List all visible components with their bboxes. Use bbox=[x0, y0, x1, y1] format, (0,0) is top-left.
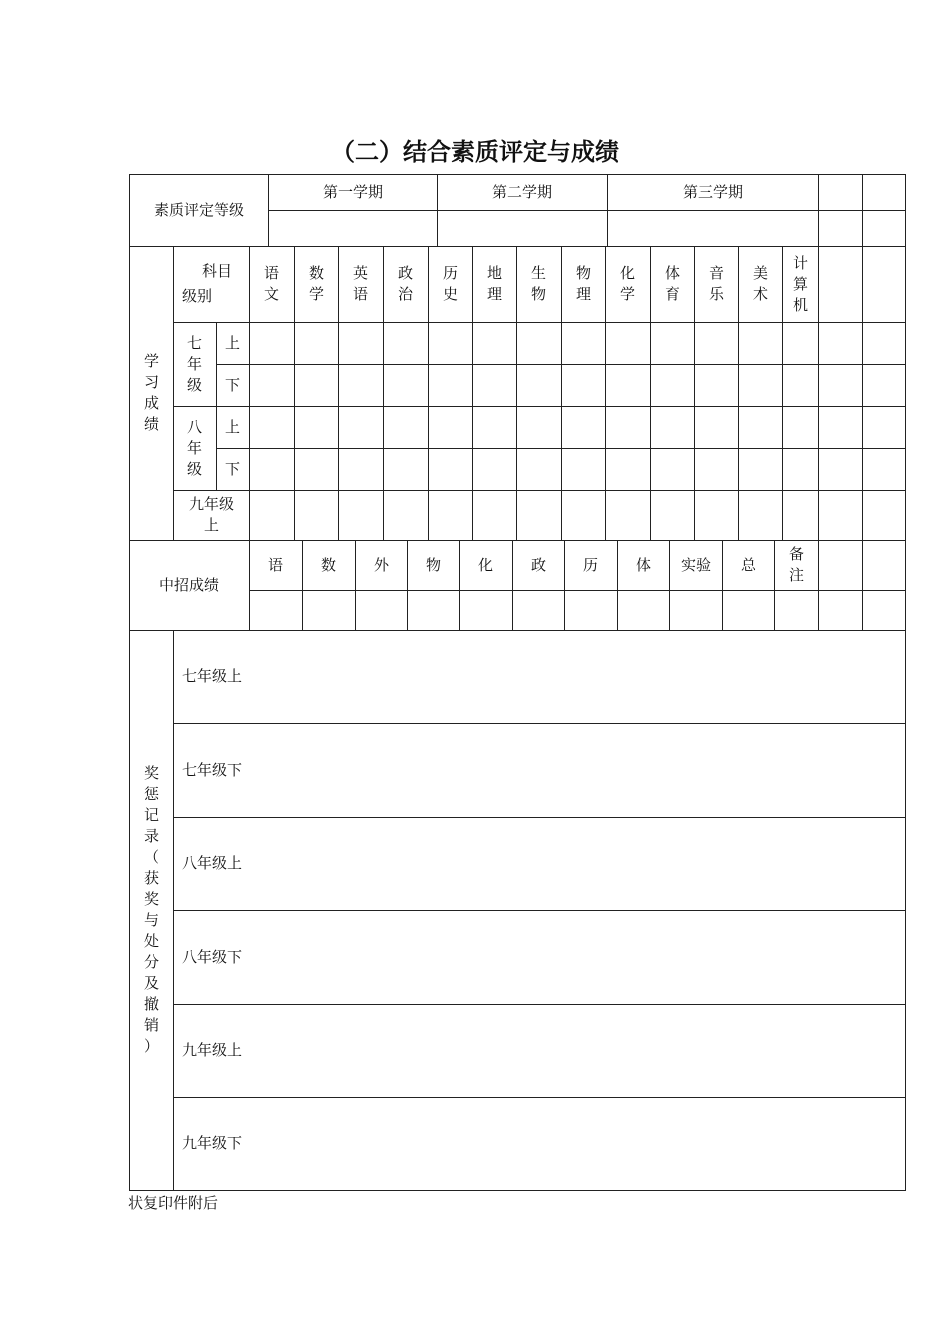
award-row-label: 七年级下 bbox=[182, 761, 243, 779]
table-rule bbox=[818, 540, 819, 631]
award-row-label: 九年级下 bbox=[182, 1134, 243, 1152]
zhongzhao-subject: 语 bbox=[268, 556, 284, 574]
subject-header: 语 文 bbox=[264, 264, 280, 303]
table-rule bbox=[564, 540, 565, 631]
award-row-label: 七年级上 bbox=[182, 667, 243, 685]
table-rule bbox=[862, 540, 863, 631]
table-rule bbox=[722, 540, 723, 631]
subject-header: 数 学 bbox=[309, 264, 325, 303]
table-rule bbox=[294, 246, 295, 541]
zhongzhao-subject: 政 bbox=[531, 556, 547, 574]
term-upper-label: 上 bbox=[225, 418, 241, 436]
table-rule bbox=[173, 406, 217, 407]
grade7-label: 七 年 级 bbox=[187, 334, 203, 394]
table-rule bbox=[129, 1190, 906, 1191]
table-rule bbox=[268, 174, 269, 247]
table-rule bbox=[268, 210, 906, 211]
level-header-label: 级别 bbox=[182, 287, 213, 305]
table-rule bbox=[173, 490, 906, 491]
table-rule bbox=[249, 246, 250, 541]
term-header: 第二学期 bbox=[492, 183, 553, 201]
zhongzhao-subject: 总 bbox=[741, 556, 757, 574]
subject-header-label: 科目 bbox=[202, 262, 233, 280]
term-upper-label: 上 bbox=[225, 334, 241, 352]
table-rule bbox=[818, 246, 819, 541]
subject-header: 化 学 bbox=[620, 264, 636, 303]
zhongzhao-subject: 物 bbox=[426, 556, 442, 574]
table-rule bbox=[355, 540, 356, 631]
term-lower-label: 下 bbox=[225, 376, 241, 394]
table-rule bbox=[428, 246, 429, 541]
zhongzhao-subject: 历 bbox=[583, 556, 599, 574]
grade9-label: 九年级 上 bbox=[189, 495, 235, 534]
table-rule bbox=[173, 910, 906, 911]
table-rule bbox=[818, 174, 819, 247]
table-rule bbox=[782, 246, 783, 541]
table-rule bbox=[512, 540, 513, 631]
subject-header: 音 乐 bbox=[709, 264, 725, 303]
table-rule bbox=[605, 246, 606, 541]
subject-header: 物 理 bbox=[576, 264, 592, 303]
subject-header: 地 理 bbox=[487, 264, 503, 303]
table-rule bbox=[459, 540, 460, 631]
subject-header: 计 算 机 bbox=[793, 254, 809, 314]
table-rule bbox=[173, 406, 906, 407]
table-rule bbox=[694, 246, 695, 541]
table-rule bbox=[516, 246, 517, 541]
table-rule bbox=[338, 246, 339, 541]
table-rule bbox=[607, 174, 608, 247]
zhongzhao-subject: 数 bbox=[321, 556, 337, 574]
zhongzhao-subject: 外 bbox=[374, 556, 390, 574]
table-rule bbox=[129, 174, 130, 1191]
table-rule bbox=[437, 174, 438, 247]
term-header: 第三学期 bbox=[683, 183, 744, 201]
study-section-label: 学 习 成 绩 bbox=[144, 352, 160, 433]
footnote: 状复印件附后 bbox=[128, 1194, 219, 1212]
table-rule bbox=[302, 540, 303, 631]
table-rule bbox=[173, 723, 906, 724]
zhongzhao-subject: 化 bbox=[478, 556, 494, 574]
award-row-label: 九年级上 bbox=[182, 1041, 243, 1059]
table-rule bbox=[249, 590, 906, 591]
term-lower-label: 下 bbox=[225, 460, 241, 478]
table-rule bbox=[669, 540, 670, 631]
page-title: （二）结合素质评定与成绩 bbox=[331, 138, 619, 166]
table-rule bbox=[862, 174, 863, 247]
table-rule bbox=[129, 540, 906, 541]
quality-label: 素质评定等级 bbox=[154, 201, 245, 219]
table-rule bbox=[249, 540, 250, 631]
zhongzhao-subject: 备 注 bbox=[789, 545, 805, 584]
table-rule bbox=[173, 322, 906, 323]
table-rule bbox=[173, 1097, 906, 1098]
table-rule bbox=[774, 540, 775, 631]
subject-header: 历 史 bbox=[443, 264, 459, 303]
table-rule bbox=[472, 246, 473, 541]
subject-header: 政 治 bbox=[398, 264, 414, 303]
table-rule bbox=[129, 246, 906, 247]
table-rule bbox=[129, 174, 906, 175]
table-rule bbox=[407, 540, 408, 631]
table-rule bbox=[173, 246, 174, 541]
table-rule bbox=[383, 246, 384, 541]
grade8-label: 八 年 级 bbox=[187, 418, 203, 478]
subject-header: 美 术 bbox=[753, 264, 769, 303]
awards-section-label: 奖 惩 记 录 （ 获 奖 与 处 分 及 撤 销 ） bbox=[144, 764, 160, 1055]
term-header: 第一学期 bbox=[323, 183, 384, 201]
zhongzhao-subject: 实验 bbox=[681, 556, 712, 574]
table-rule bbox=[561, 246, 562, 541]
table-rule bbox=[173, 817, 906, 818]
table-rule bbox=[905, 174, 906, 1191]
subject-header: 英 语 bbox=[353, 264, 369, 303]
award-row-label: 八年级下 bbox=[182, 948, 243, 966]
table-rule bbox=[129, 630, 906, 631]
zhongzhao-subject: 体 bbox=[636, 556, 652, 574]
subject-header: 体 育 bbox=[665, 264, 681, 303]
table-rule bbox=[738, 246, 739, 541]
table-rule bbox=[650, 246, 651, 541]
table-rule bbox=[173, 490, 217, 491]
zhongzhao-label: 中招成绩 bbox=[159, 576, 220, 594]
award-row-label: 八年级上 bbox=[182, 854, 243, 872]
table-rule bbox=[617, 540, 618, 631]
table-rule bbox=[862, 246, 863, 541]
table-rule bbox=[173, 1004, 906, 1005]
subject-header: 生 物 bbox=[531, 264, 547, 303]
